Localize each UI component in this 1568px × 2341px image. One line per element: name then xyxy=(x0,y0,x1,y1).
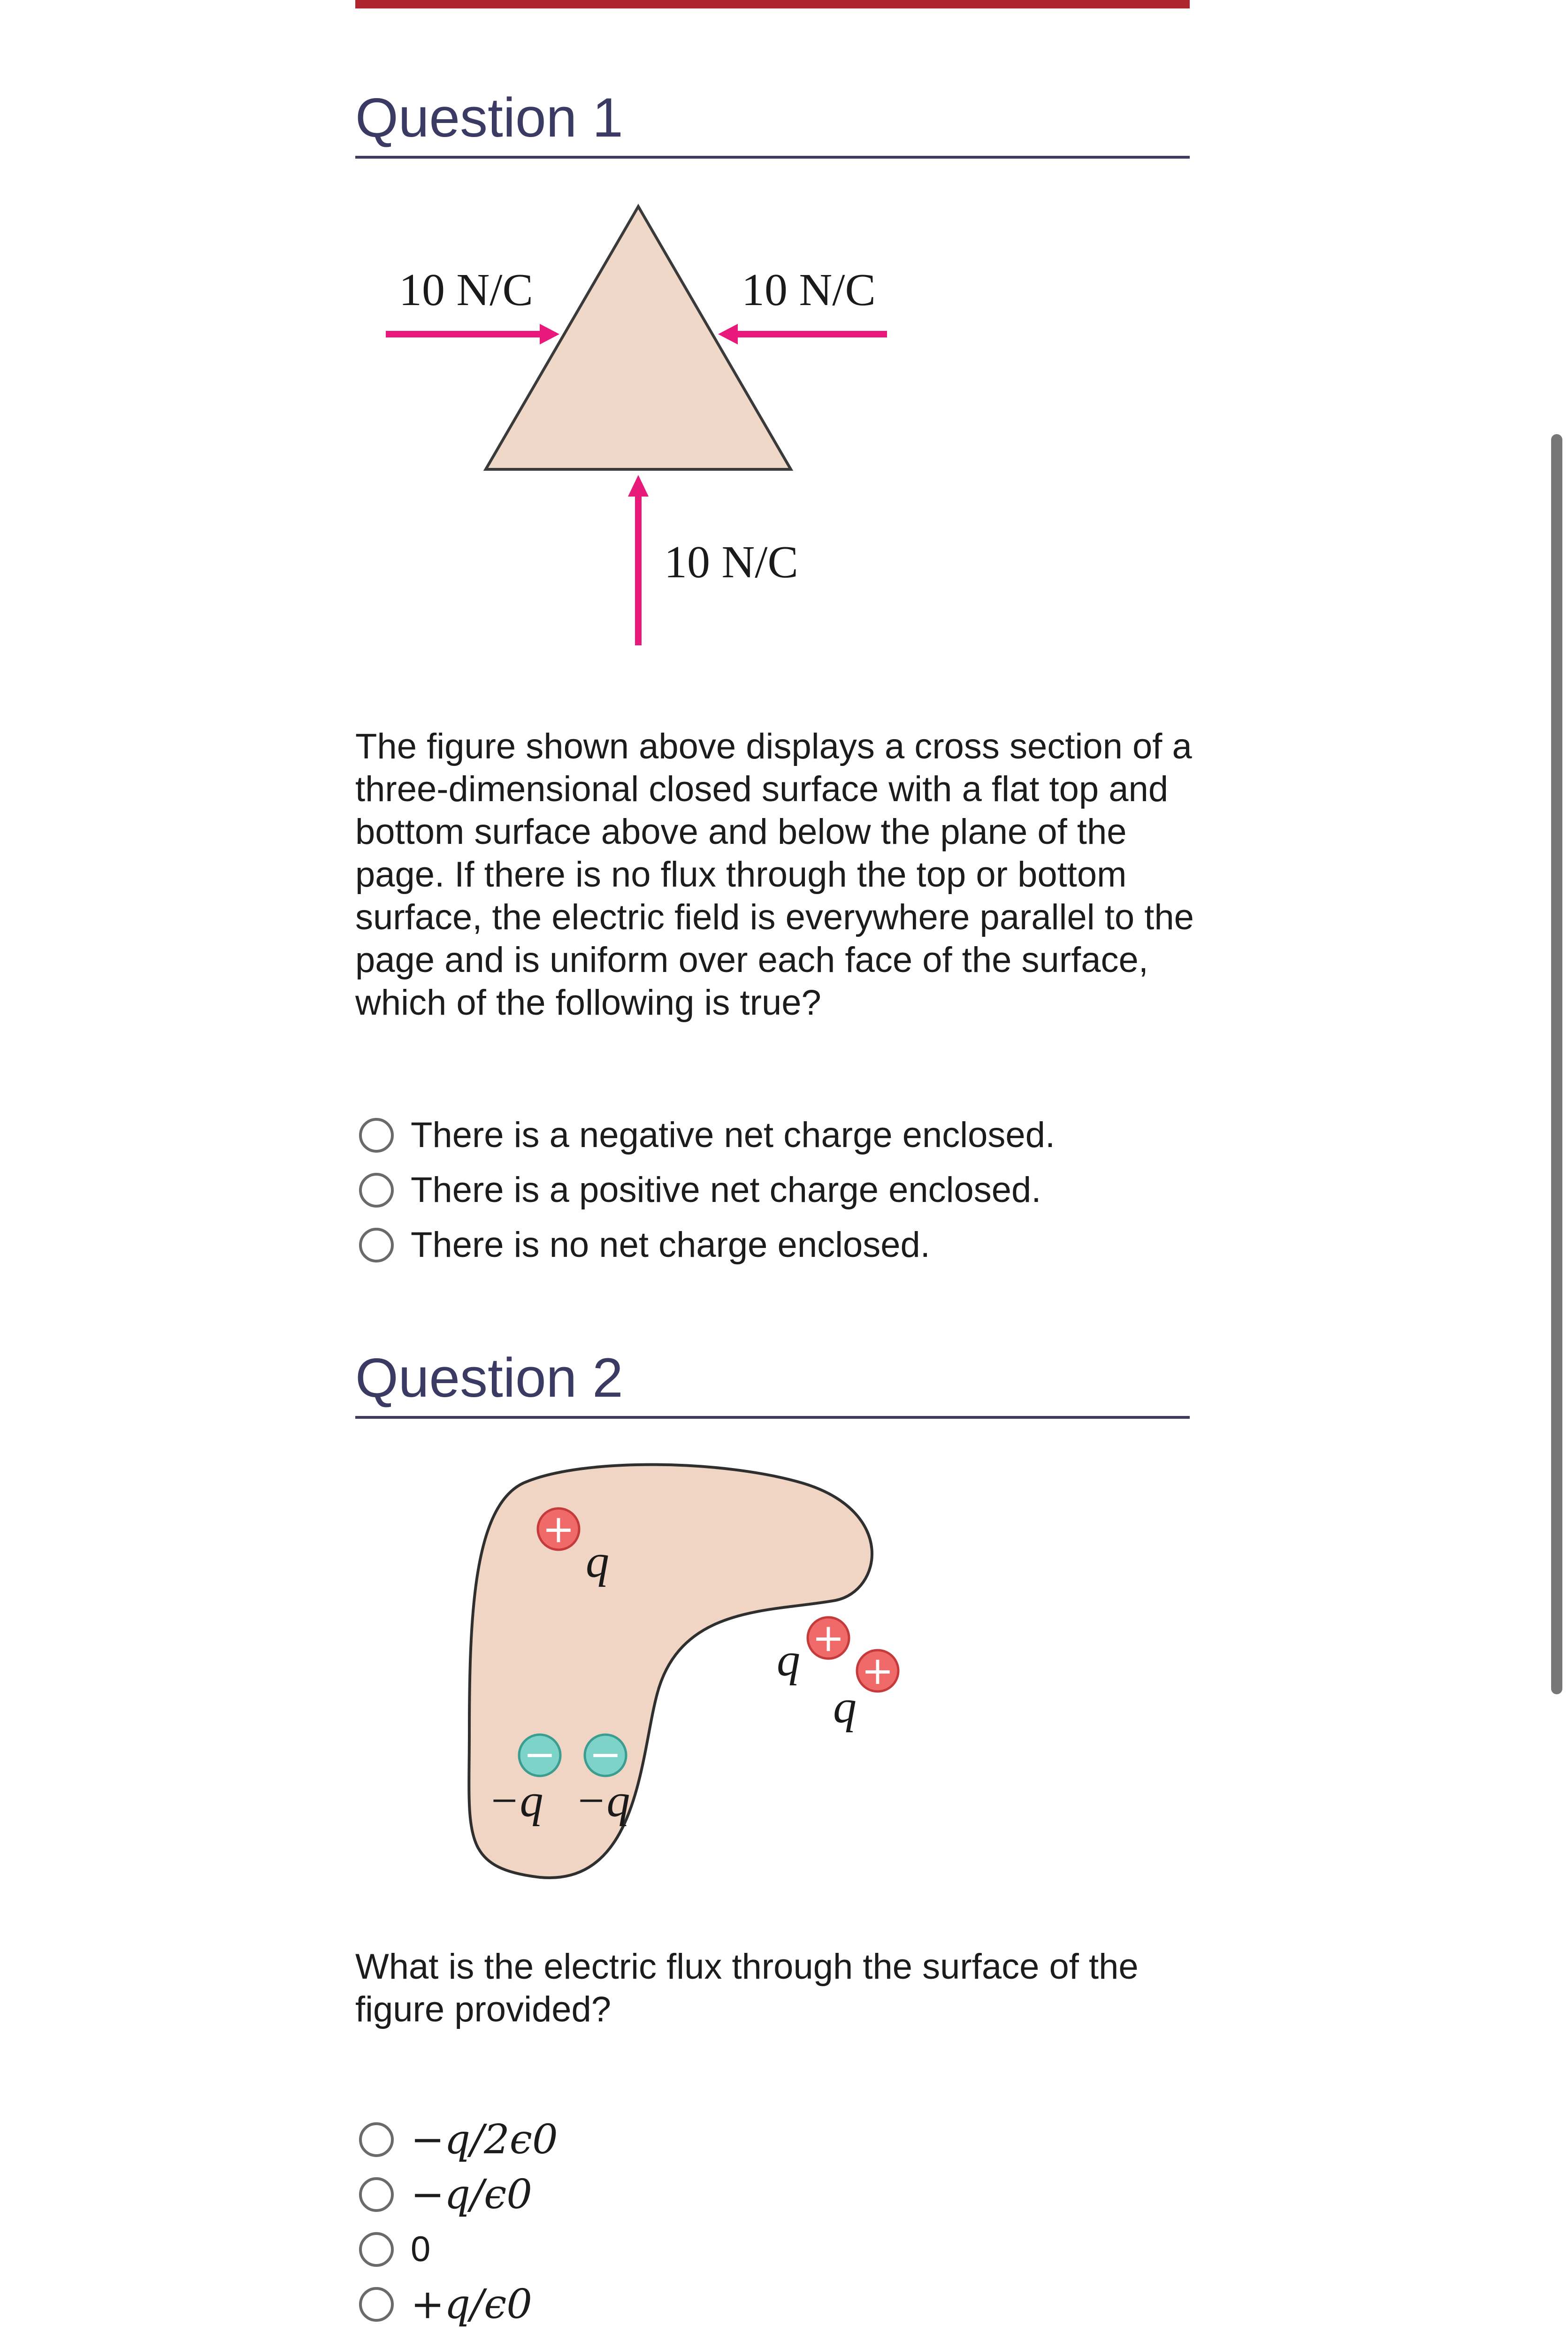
bottom-field-label: 10 N/C xyxy=(664,537,798,588)
charge-label: q xyxy=(777,1634,800,1686)
option-label: There is no net charge enclosed. xyxy=(411,1225,930,1265)
svg-text:−: − xyxy=(589,1732,622,1777)
q1-option-negative[interactable] xyxy=(359,1108,1055,1163)
q2-option-neg-half[interactable] xyxy=(359,2112,558,2167)
question-2-options xyxy=(359,2112,558,2332)
triangle-flux-figure xyxy=(366,197,920,657)
question-2-heading xyxy=(355,1349,1190,1419)
triangle-surface xyxy=(486,207,791,469)
question-2-text: What is the electric flux through the surface of the figure provided? xyxy=(355,1947,1139,2029)
radio-button[interactable] xyxy=(359,1228,394,1262)
radio-button[interactable] xyxy=(359,1118,394,1153)
q2-option-zero[interactable] xyxy=(359,2222,558,2277)
svg-text:+: + xyxy=(542,1507,575,1552)
charge-label: −q xyxy=(575,1775,630,1827)
radio-button[interactable] xyxy=(359,2122,394,2157)
scrollbar[interactable] xyxy=(1551,434,1562,1694)
option-label: There is a positive net charge enclosed. xyxy=(411,1170,1041,1210)
positive-charge-icon xyxy=(857,1649,898,1693)
negative-charge-icon xyxy=(585,1732,626,1777)
option-label: −q/2ϵ0 xyxy=(411,2116,558,2163)
svg-text:+: + xyxy=(812,1616,845,1660)
left-field-arrow xyxy=(386,324,559,344)
question-2-title: Question 2 xyxy=(355,1347,623,1409)
question-1-heading xyxy=(355,89,1190,159)
bottom-field-arrow xyxy=(628,475,649,645)
q2-option-neg-full[interactable] xyxy=(359,2167,558,2222)
negative-charge-icon xyxy=(519,1732,560,1777)
positive-charge-icon xyxy=(808,1616,849,1660)
radio-button[interactable] xyxy=(359,2177,394,2212)
left-field-label: 10 N/C xyxy=(399,265,533,315)
q1-option-positive[interactable] xyxy=(359,1163,1055,1217)
right-field-arrow xyxy=(718,324,887,344)
positive-charge-icon xyxy=(538,1507,579,1552)
radio-button[interactable] xyxy=(359,1173,394,1208)
charge-label: −q xyxy=(488,1775,543,1827)
gaussian-surface-figure xyxy=(460,1450,939,1896)
question-1-title: Question 1 xyxy=(355,87,623,149)
question-1-options xyxy=(359,1108,1055,1272)
q2-option-pos-full[interactable] xyxy=(359,2277,558,2332)
radio-button[interactable] xyxy=(359,2287,394,2322)
radio-button[interactable] xyxy=(359,2232,394,2267)
svg-text:−: − xyxy=(523,1732,556,1777)
charge-label: q xyxy=(586,1535,609,1587)
charge-label: q xyxy=(833,1681,857,1733)
accent-bar xyxy=(355,0,1190,8)
option-label: −q/ϵ0 xyxy=(411,2171,532,2218)
option-label: +q/ϵ0 xyxy=(411,2280,532,2328)
option-label: 0 xyxy=(411,2229,431,2269)
question-1-text: The figure shown above displays a cross section of a three-dimensional closed surface with a flat top and bottom surface above and below the plane of the page. If there is no flux through the top or bottom surface, the electric field is everywhere parallel to the page and is uniform over each face of the surface, which of the following is true? xyxy=(355,727,1194,1023)
option-label: There is a negative net charge enclosed. xyxy=(411,1115,1056,1155)
svg-text:+: + xyxy=(861,1649,894,1693)
right-field-label: 10 N/C xyxy=(742,265,876,315)
q1-option-none[interactable] xyxy=(359,1217,1055,1272)
